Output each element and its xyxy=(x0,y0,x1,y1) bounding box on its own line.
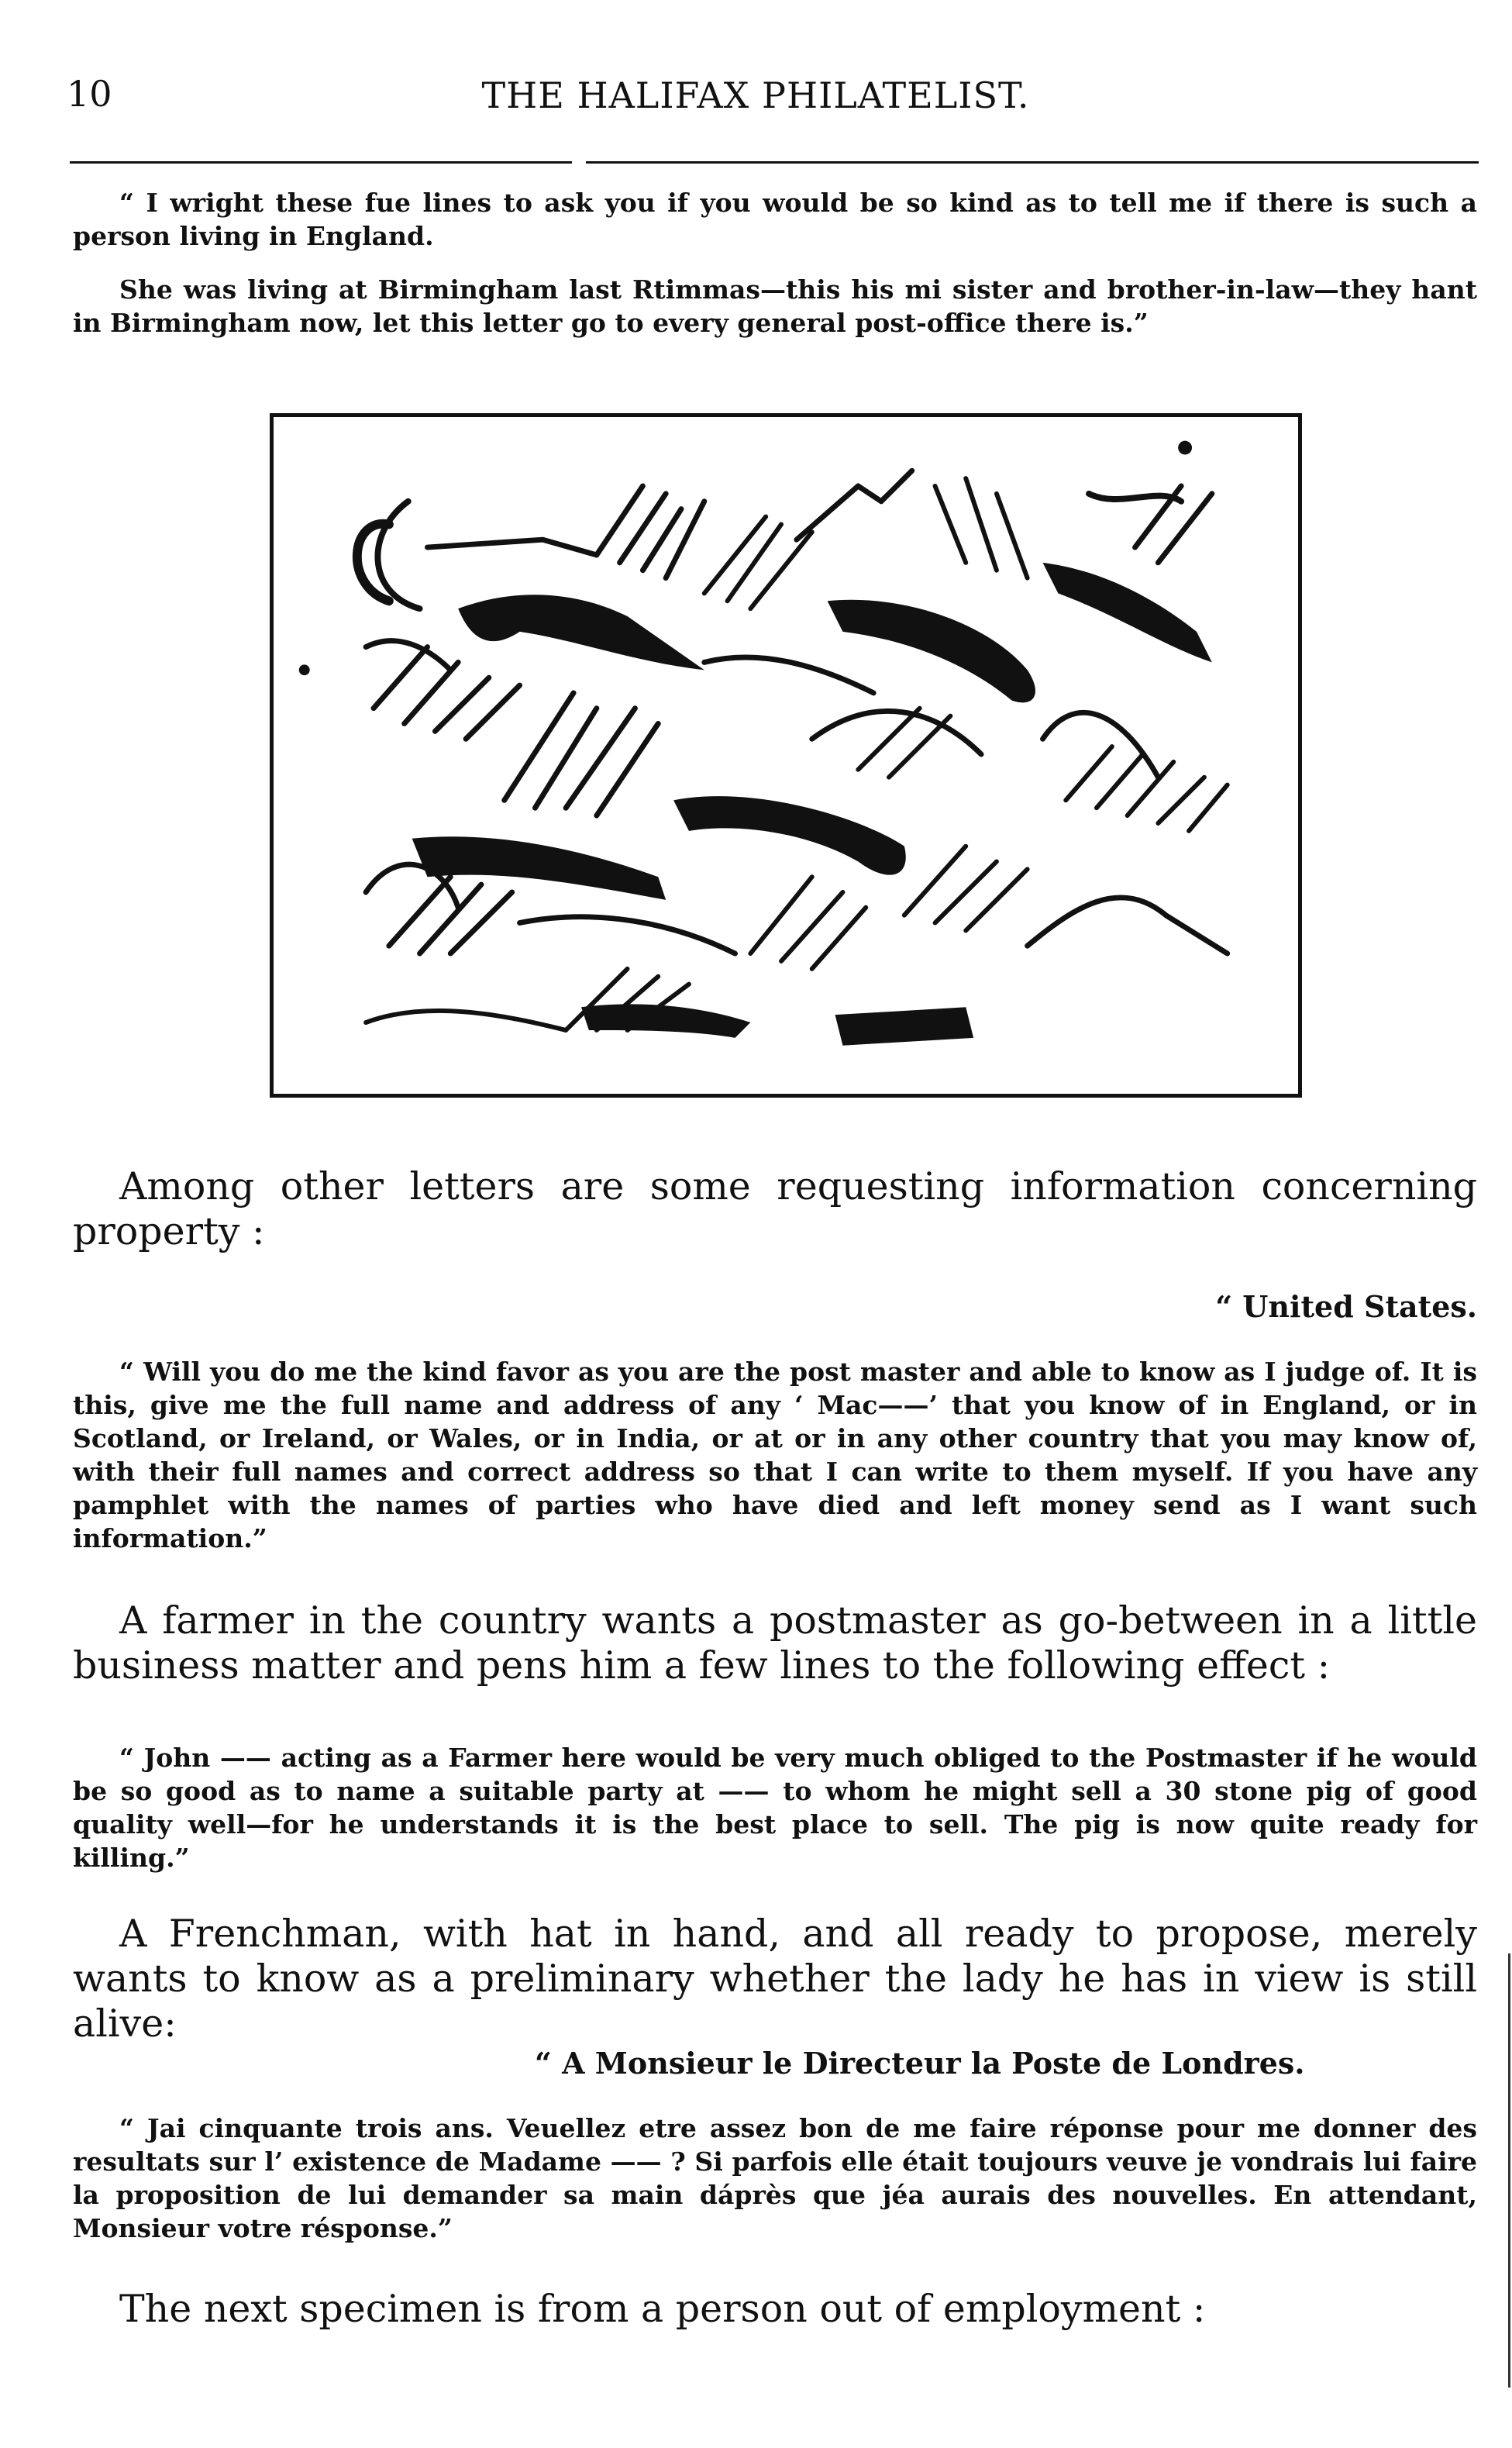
header-rule-left xyxy=(70,161,572,164)
letter-paragraph-2: She was living at Birmingham last Rtimmas—this his mi sister and brother-in-law—they hant in Birmingham now, let this letter go to every general post-office there is.” xyxy=(73,274,1477,338)
letter-french: “ Jai cinquante trois ans. Veuellez etre assez bon de me faire réponse pour me donner des resultats sur l’ existence de Madame —— ? Si parfois elle était toujours veuve je vondrais lui faire la proposition de lui demander sa main dáprès que jéa aurais des nouvelles. En attendant, Monsieur votre résponse.” xyxy=(73,2113,1477,2243)
header-rule-right xyxy=(586,161,1479,164)
letter-farmer: “ John —— acting as a Farmer here would be very much obliged to the Postmaster if he would be so good as to name a suitable party at —— to whom he might sell a 30 stone pig of good quality well—for he understands it is the best place to sell. The pig is now quite ready for killing.” xyxy=(73,1743,1477,1873)
handwriting-figure xyxy=(270,413,1302,1098)
letter-property: “ Will you do me the kind favor as you are the post master and able to know as I judge of. It is this, give me the full name and address of any ‘ Mac——’ that you know of in England, or in Scotland, or Ireland, or Wales, or in India, or at or in any other country that you may know of, with their full names and correct address so that I can write to them myself. If you have any pamphlet with the names of parties who have died and left money send as I want such information.” xyxy=(73,1357,1477,1553)
address-french: “ A Monsieur le Directeur la Poste de Londres. xyxy=(535,2046,1305,2081)
intro-property: Among other letters are some requesting information concerning property : xyxy=(73,1164,1477,1253)
origin-united-states: “ United States. xyxy=(1215,1289,1477,1324)
margin-rule xyxy=(1508,1953,1510,2388)
page-number: 10 xyxy=(67,73,112,115)
intro-farmer: A farmer in the country wants a postmaster as go-between in a little business matter and pens him a few lines to the following effect : xyxy=(73,1598,1477,1688)
running-head: THE HALIFAX PHILATELIST. xyxy=(481,74,1030,116)
scribbled-handwriting-address-icon xyxy=(274,417,1298,1094)
intro-frenchman: A Frenchman, with hat in hand, and all ready to propose, merely wants to know as a preliminary whether the lady he has in view is still alive: xyxy=(73,1912,1477,2046)
intro-unemployed: The next specimen is from a person out of employment : xyxy=(119,2287,1206,2331)
letter-paragraph-1: “ I wright these fue lines to ask you if you would be so kind as to tell me if there is such a person living in England. xyxy=(73,188,1477,251)
